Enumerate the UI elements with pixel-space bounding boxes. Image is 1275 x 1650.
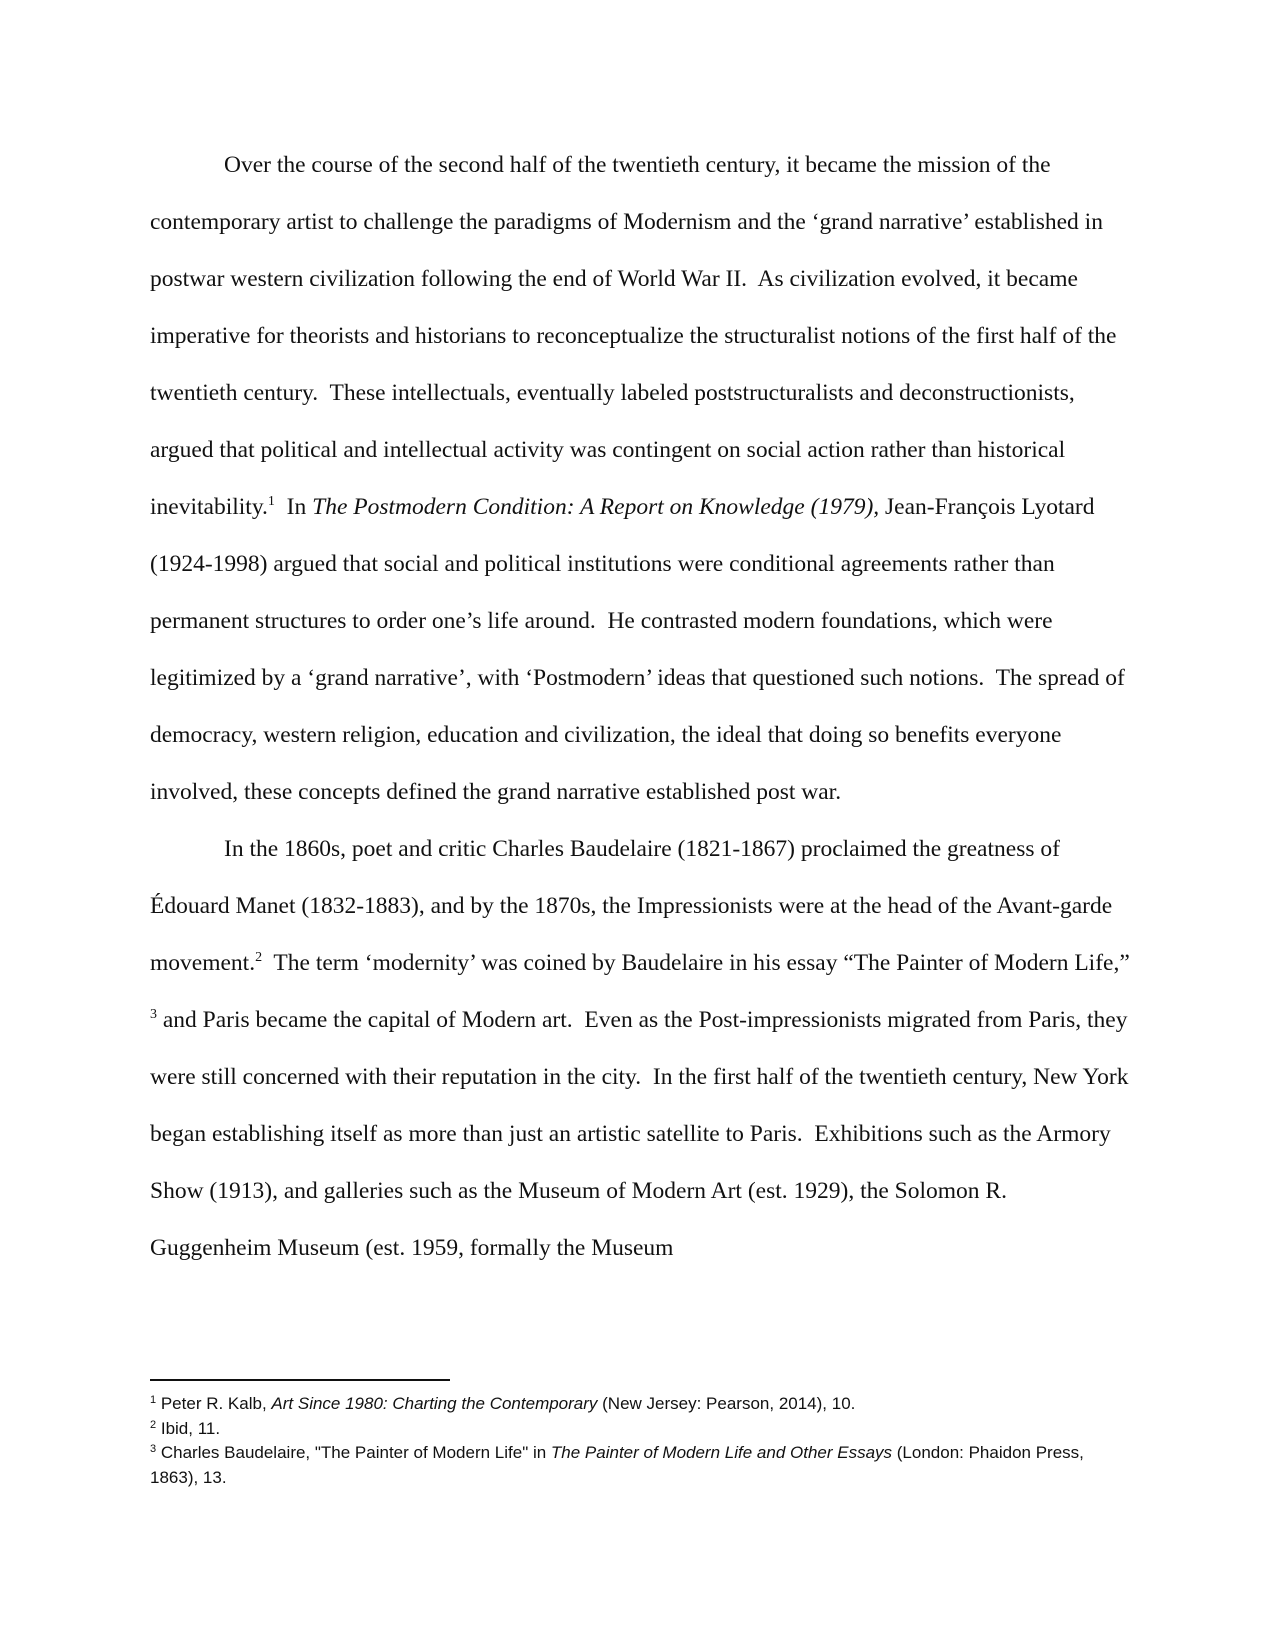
text-run: Ibid, 11. [156, 1418, 221, 1438]
text-run: Jean-François Lyotard (1924-1998) argued that social and political institutions were conditional agreements rather than permanent structures to order one’s life around. He contrasted modern foundations, which were legitimized by a ‘grand narrative’, with ‘Postmodern’ ideas that questioned such notions. The spread of democracy, western religion, education and civilization, the ideal that doing so benefits everyone involved, these concepts defined the grand narrative established post war. [150, 494, 1125, 805]
footnote-reference: 2 [255, 950, 263, 965]
text-run: Over the course of the second half of the twentieth century, it became the mission of the contemporary artist to challenge the paradigms of Modernism and the ‘grand narrative’ established in postwar western civilization following the end of World War II. As civilization evolved, it became imperative for theorists and historians to reconceptualize the structuralist notions of the first half of the twentieth century. These intellectuals, eventually labeled poststructuralists and deconstructionists, argued that political and intellectual activity was contingent on social action rather than historical inevitability. [150, 152, 1117, 520]
footnote-text [150, 1443, 1084, 1487]
footnote-reference: 1 [267, 494, 275, 509]
text-run: (New Jersey: Pearson, 2014), 10. [597, 1394, 856, 1413]
footnotes [150, 1392, 1110, 1490]
footnote-text [156, 1419, 220, 1438]
footnote-reference: 3 [150, 1007, 157, 1022]
paragraph [150, 821, 1130, 1277]
footnote-text [156, 1394, 855, 1413]
text-run: The term ‘modernity’ was coined by Baudelaire in his essay “The Painter of Modern Life,” [262, 950, 1130, 976]
text-run: In the 1860s, poet and critic Charles Baudelaire (1821-1867) proclaimed the greatness of Édouard Manet (1832-1883), and by the 1870s, the Impressionists were at the head of the Avant-garde movement. [150, 836, 1113, 976]
italic-title: The Postmodern Condition: A Report on Knowledge (1979), [312, 494, 880, 520]
footnote-number: 2 [150, 1418, 157, 1431]
footnote [150, 1417, 1110, 1442]
text-run: Peter R. Kalb, [156, 1394, 272, 1413]
text-run: (London: Phaidon Press, 1863), 13. [150, 1443, 1084, 1487]
body-text [150, 137, 1130, 1277]
text-run: and Paris became the capital of Modern art. Even as the Post-impressionists migrated from Paris, they were still concerned with their reputation in the city. In the first half of the twentieth century, New York began establishing itself as more than just an artistic satellite to Paris. Exhibitions such as the Armory Show (1913), and galleries such as the Museum of Modern Art (est. 1929), the Solomon R. Guggenheim Museum (est. 1959, formally the Museum [150, 1007, 1129, 1261]
footnote [150, 1392, 1110, 1417]
footnote [150, 1441, 1110, 1490]
text-run: Charles Baudelaire, "The Painter of Modern Life" in [156, 1443, 551, 1462]
italic-title: Art Since 1980: Charting the Contemporary [271, 1394, 598, 1413]
footnote-separator [150, 1379, 450, 1381]
text-run: In [274, 494, 313, 520]
footnote-number: 3 [150, 1443, 157, 1455]
paragraph [150, 137, 1130, 821]
footnote-number: 1 [150, 1394, 157, 1406]
italic-title: The Painter of Modern Life and Other Essays [550, 1443, 893, 1462]
